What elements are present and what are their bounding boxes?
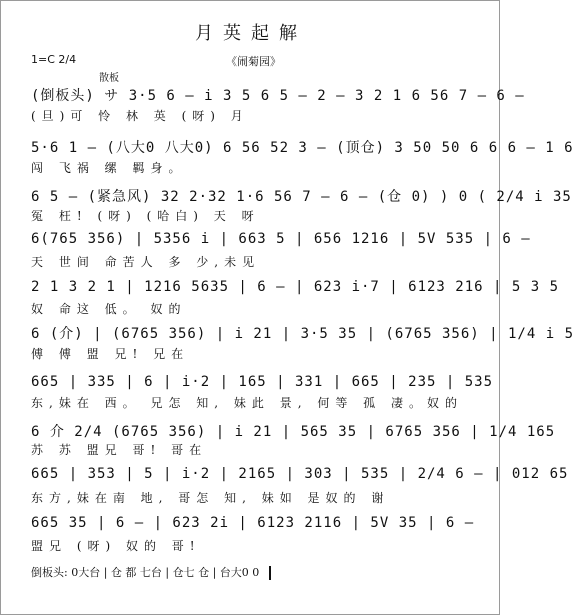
system-4-lyrics: 天 世间 命苦人 多 少,未见 xyxy=(31,255,261,269)
footer-sequence: 0大台 | 仓 都 七台 | 仓七 仓 | 台大0 0 xyxy=(71,566,260,579)
footer-label: 倒板头: xyxy=(31,566,68,579)
system-6-notes: 6 (介) | (6765 356) | i 21 | 3·5 35 | (6765 356) | 1/4 i 5 xyxy=(31,326,574,342)
system-10-notes: 665 35 | 6 — | 623 2i | 6123 2116 | 5V 35 | 6 — xyxy=(31,515,475,531)
end-barline xyxy=(269,566,271,580)
system-2-lyrics: 闯 飞祸 缧 羁身。 xyxy=(31,161,187,175)
system-10-lyrics: 盟兄 (呀) 奴的 哥! xyxy=(31,539,201,553)
system-1-lyrics: (旦)可 怜 林 英 (呀) 月 xyxy=(31,109,249,123)
subtitle: 《闹菊园》 xyxy=(226,55,281,68)
system-9-notes: 665 | 353 | 5 | i·2 | 2165 | 303 | 535 | 2/4 6 — | 012 65 xyxy=(31,466,569,482)
system-2-notes: 5·6 1 — (八大0 八大0) 6 56 52 3 — (顶仓) 3 50 50 6 6 6 — 1 6 xyxy=(31,140,574,156)
system-7-notes: 665 | 335 | 6 | i·2 | 165 | 331 | 665 | 235 | 535 xyxy=(31,374,494,390)
system-4-notes: 6(765 356) | 5356 i | 663 5 | 656 1216 | 5V 535 | 6 — xyxy=(31,231,531,247)
tempo-marking: 散板 xyxy=(99,73,119,84)
system-3-lyrics: 冤 枉! (呀) (哈白) 天 呀 xyxy=(31,209,260,223)
system-3-notes: 6 5 — (紧急风) 32 2·32 1·6 56 7 — 6 — (仓 0) ) 0 ( 2/4 i 35 xyxy=(31,189,572,205)
system-8-lyrics: 苏 苏 盟兄 哥! 哥在 xyxy=(31,443,208,457)
system-1-notes: (倒板头) サ 3·5 6 — i 3 5 6 5 — 2 — 3 2 1 6 56 7 — 6 — xyxy=(31,88,525,104)
system-5-notes: 2 1 3 2 1 | 1216 5635 | 6 — | 623 i·7 | 6123 216 | 5 3 5 xyxy=(31,279,560,295)
system-8-notes: 6 介 2/4 (6765 356) | i 21 | 565 35 | 6765 356 | 1/4 165 xyxy=(31,424,556,440)
system-7-lyrics: 东,妹在 西。 兄怎 知, 妹此 景, 何等 孤 凄。奴的 xyxy=(31,396,463,410)
system-6-lyrics: 傅 傅 盟 兄! 兄在 xyxy=(31,347,190,361)
system-9-lyrics: 东方,妹在南 地, 哥怎 知, 妹如 是奴的 谢 xyxy=(31,491,390,505)
key-signature: 1=C 2/4 xyxy=(31,53,77,66)
system-5-lyrics: 奴 命这 低。 奴的 xyxy=(31,302,187,316)
footer-percussion xyxy=(31,564,271,580)
page-title: 月英起解 xyxy=(195,23,307,44)
